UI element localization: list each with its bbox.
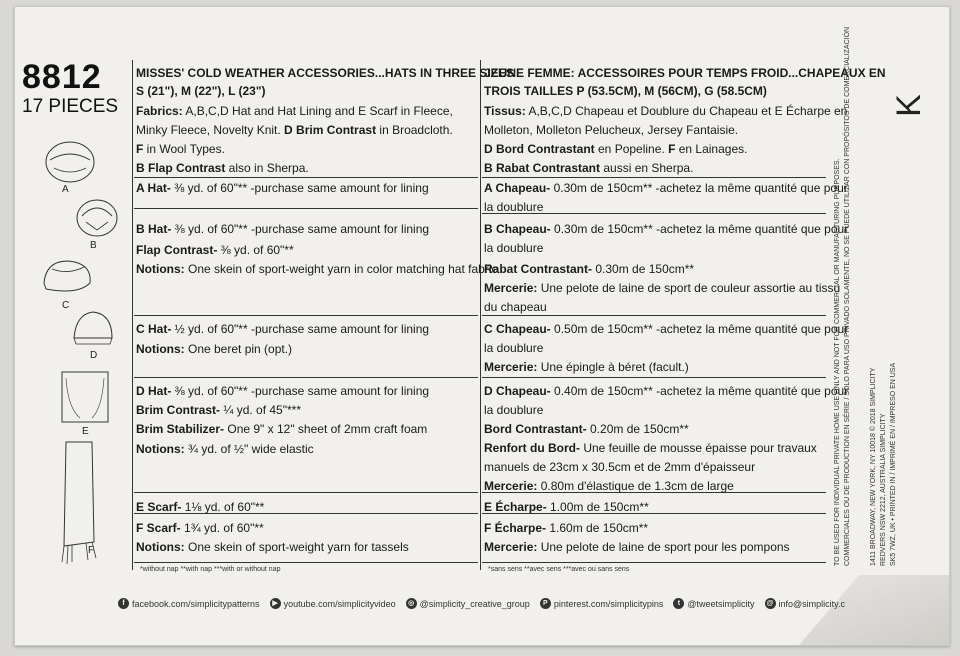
f-notions-label: Notions: [136, 540, 185, 554]
d-chapeau-line [484, 382, 848, 401]
b-hat-text: ⅜ yd. of 60"** -purchase same amount for lining [171, 222, 430, 236]
pieces-count: 17 PIECES [22, 96, 119, 117]
c-chapeau-label: C Chapeau- [484, 322, 551, 336]
f-scarf-text: 1¾ yd. of 60"** [180, 521, 264, 535]
d-hat-text: ⅜ yd. of 60"** -purchase same amount for lining [171, 384, 430, 398]
d-notions-label: Notions: [136, 442, 185, 456]
b-hat-line [136, 220, 429, 239]
rabat-label: B Rabat Contrastant [484, 161, 601, 175]
b-chapeau-line-2: la doublure [484, 241, 544, 255]
d-chapeau-label: D Chapeau- [484, 384, 551, 398]
flap-contrast-yardage-text: ⅜ yd. of 60"** [217, 243, 294, 257]
f-scarf-label: F Scarf- [136, 521, 181, 535]
social-links-bar [118, 598, 845, 609]
rule-fr-7 [482, 562, 826, 563]
social-pinterest[interactable] [540, 598, 664, 609]
view-label-d: D [90, 350, 98, 361]
c-chapeau-line-2: la doublure [484, 341, 544, 355]
fr-f-text: en Lainages. [675, 142, 748, 156]
f-notions-text: One skein of sport-weight yarn for tassels [184, 540, 409, 554]
brim-stabilizer-line [136, 420, 427, 439]
e-scarf-text: 1⅛ yd. of 60"** [181, 500, 265, 514]
f-notions-line [136, 538, 409, 557]
fabrics-label: Fabrics: [136, 104, 183, 118]
bord-contrastant-label: Bord Contrastant- [484, 422, 587, 436]
rule-en-4 [134, 377, 478, 378]
rule-fr-4 [482, 377, 826, 378]
pattern-number: 8812 [22, 58, 102, 96]
flap-contrast-label: B Flap Contrast [136, 161, 226, 175]
a-hat-label: A Hat- [136, 181, 171, 195]
rule-en-7 [134, 562, 478, 563]
c-chapeau-line [484, 320, 848, 339]
social-email-text: info@simplicity.c [778, 598, 845, 609]
c-chapeau-text: 0.50m de 150cm** -achetez la même quantité que pour [550, 322, 849, 336]
view-c-hat-drawing [38, 255, 96, 301]
c-mercerie-label: Mercerie: [484, 360, 538, 374]
tissus-label: Tissus: [484, 104, 526, 118]
english-footnote: *without nap **with nap ***with or without nap [140, 566, 281, 573]
b-mercerie-label: Mercerie: [484, 281, 538, 295]
french-title-2: TROIS TAILLES P (53.5CM), M (56CM), G (58.5CM) [484, 84, 767, 98]
renfort-line [484, 439, 817, 458]
d-mercerie-line [484, 477, 734, 496]
a-chapeau-label: A Chapeau- [484, 181, 551, 195]
size-code-k: K [889, 94, 928, 117]
a-hat-line [136, 179, 429, 198]
address-line-1: 1411 BROADWAY, NEW YORK, NY 10018 © 2018 SIMPLICITY [870, 367, 877, 566]
rabat-text: aussi en Sherpa. [600, 161, 694, 175]
f-mercerie-line [484, 538, 790, 557]
fabrics-line-1 [136, 102, 453, 121]
fr-f-label: F [664, 142, 676, 156]
bord-contrastant-text: 0.20m de 150cm** [586, 422, 689, 436]
d-notions-line [136, 440, 314, 459]
view-e-scarf-drawing [58, 368, 114, 426]
bord-line [484, 140, 747, 159]
f-echarpe-text: 1.60m de 150cm** [546, 521, 649, 535]
rabat-line [484, 159, 693, 178]
e-echarpe-text: 1.00m de 150cm** [546, 500, 649, 514]
f-echarpe-label: F Écharpe- [484, 521, 547, 535]
e-echarpe-line [484, 498, 649, 517]
b-hat-label: B Hat- [136, 222, 172, 236]
fabrics-line-3 [136, 140, 225, 159]
c-mercerie-text: Une épingle à béret (facult.) [537, 360, 689, 374]
address-line-3: SK5 7WZ, UK • PRINTED IN / IMPRIMÉ EN / IMPRESO EN USA [890, 362, 897, 566]
f-label: F [136, 142, 144, 156]
facebook-icon: f [118, 598, 129, 609]
flap-contrast-yardage-line [136, 241, 294, 260]
social-pinterest-text: pinterest.com/simplicitypins [553, 598, 664, 609]
fabrics-text: A,B,C,D Hat and Hat Lining and E Scarf in Fleece, [182, 104, 453, 118]
view-label-c: C [62, 300, 70, 311]
social-youtube-text: youtube.com/simplicityvideo [283, 598, 396, 609]
brim-contrast-yardage-text: ¼ yd. of 45"*** [220, 403, 301, 417]
rabat-contrastant-text: 0.30m de 150cm** [592, 262, 695, 276]
legal-text-2: COMMERCIALES OU DE PRODUCTION EN SÉRIE / SÓLO PARA USO PRIVADO SOLAMENTE, NO SE PUEDE UTILIZAR CON PROPÓSITOS DE COMERCIALIZACIÓN [844, 26, 851, 566]
column-divider-middle [480, 60, 481, 570]
a-hat-text: ⅜ yd. of 60"** -purchase same amount for lining [170, 181, 429, 195]
view-label-b: B [90, 240, 97, 251]
renfort-line-2: manuels de 23cm x 30.5cm et de 2mm d'épaisseur [484, 460, 756, 474]
english-title: MISSES' COLD WEATHER ACCESSORIES...HATS IN THREE SIZES [136, 66, 514, 80]
f-echarpe-line [484, 519, 648, 538]
fabrics-text-2: Minky Fleece, Novelty Knit. [136, 123, 281, 137]
rule-en-2 [134, 208, 478, 209]
brim-contrast-text: in Broadcloth. [376, 123, 453, 137]
fabrics-line-2 [136, 121, 453, 140]
torn-corner [799, 575, 949, 645]
d-mercerie-label: Mercerie: [484, 479, 538, 493]
flap-contrast-line [136, 159, 309, 178]
tissus-line-2: Molleton, Molleton Pelucheux, Jersey Fantaisie. [484, 123, 739, 137]
b-mercerie-line [484, 279, 840, 298]
b-chapeau-label: B Chapeau- [484, 222, 551, 236]
address-line-2: REDVERS NSW 2212, AUSTRALIA SIMPLICITY [880, 413, 887, 566]
brim-contrast-yardage-label: Brim Contrast- [136, 403, 221, 417]
english-sizes: S (21"), M (22"), L (23") [136, 84, 266, 98]
view-b-hat-drawing [72, 196, 122, 242]
social-instagram[interactable] [406, 598, 530, 609]
e-echarpe-label: E Écharpe- [484, 500, 547, 514]
c-hat-line [136, 320, 429, 339]
rule-en-3 [134, 315, 478, 316]
b-chapeau-text: 0.30m de 150cm** -achetez la même quantité que pour [550, 222, 849, 236]
d-notions-text: ¾ yd. of ½" wide elastic [184, 442, 314, 456]
tissus-text: A,B,C,D Chapeau et Doublure du Chapeau et E Écharpe en [525, 104, 848, 118]
e-scarf-label: E Scarf- [136, 500, 182, 514]
flap-contrast-yardage-label: Flap Contrast- [136, 243, 218, 257]
rabat-contrastant-line [484, 260, 694, 279]
social-facebook-text: facebook.com/simplicitypatterns [132, 598, 260, 609]
c-notions-text: One beret pin (opt.) [184, 342, 293, 356]
tissus-line-1 [484, 102, 847, 121]
f-mercerie-label: Mercerie: [484, 540, 538, 554]
rule-en-5 [134, 492, 478, 493]
a-chapeau-line [484, 179, 848, 198]
social-twitter[interactable] [673, 598, 754, 609]
renfort-text: Une feuille de mousse épaisse pour travaux [579, 441, 817, 455]
c-hat-label: C Hat- [136, 322, 172, 336]
c-notions-line [136, 340, 292, 359]
bord-text: en Popeline. [594, 142, 665, 156]
d-chapeau-text: 0.40m de 150cm** -achetez la même quantité que pour [550, 384, 849, 398]
brim-stabilizer-text: One 9" x 12" sheet of 2mm craft foam [224, 422, 428, 436]
rabat-contrastant-label: Rabat Contrastant- [484, 262, 593, 276]
brim-contrast-yardage-line [136, 401, 301, 420]
view-label-a: A [62, 184, 69, 195]
social-youtube[interactable] [270, 598, 396, 609]
view-a-hat-drawing [40, 138, 100, 186]
social-instagram-text: @simplicity_creative_group [419, 598, 530, 609]
youtube-icon: ▶ [270, 598, 281, 609]
a-chapeau-line-2: la doublure [484, 200, 544, 214]
c-notions-label: Notions: [136, 342, 185, 356]
b-chapeau-line [484, 220, 848, 239]
instagram-icon: ◎ [406, 598, 417, 609]
view-d-hat-drawing [70, 308, 116, 354]
view-label-f: F [88, 545, 95, 556]
d-chapeau-line-2: la doublure [484, 403, 544, 417]
flap-contrast-text: also in Sherpa. [225, 161, 309, 175]
b-notions-text: One skein of sport-weight yarn in color matching hat fabric [184, 262, 498, 276]
c-mercerie-line [484, 358, 689, 377]
brim-stabilizer-label: Brim Stabilizer- [136, 422, 225, 436]
brim-contrast-label: D Brim Contrast [280, 123, 377, 137]
f-text: in Wool Types. [143, 142, 225, 156]
b-notions-line [136, 260, 497, 279]
e-scarf-line [136, 498, 264, 517]
view-label-e: E [82, 426, 89, 437]
b-mercerie-text: Une pelote de laine de sport de couleur assortie au tissu [537, 281, 841, 295]
b-notions-label: Notions: [136, 262, 185, 276]
french-title: JEUNE FEMME: ACCESSOIRES POUR TEMPS FROID...CHAPEAUX EN [484, 66, 886, 80]
column-divider-left [132, 60, 133, 570]
social-facebook[interactable] [118, 598, 260, 609]
french-footnote: *sans sens **avec sens ***avec ou sans sens [488, 566, 630, 573]
f-mercerie-text: Une pelote de laine de sport pour les pompons [537, 540, 790, 554]
c-hat-text: ½ yd. of 60"** -purchase same amount for lining [171, 322, 430, 336]
social-twitter-text: @tweetsimplicity [687, 598, 755, 609]
a-chapeau-text: 0.30m de 150cm** -achetez la même quantité que pour [550, 181, 848, 195]
bord-contrastant-line [484, 420, 689, 439]
d-mercerie-text: 0.80m d'élastique de 1.3cm de large [537, 479, 734, 493]
legal-text-1: TO BE USED FOR INDIVIDUAL PRIVATE HOME USE ONLY AND NOT FOR COMMERCIAL OR MANUFACTURING PURPOSES. [834, 158, 841, 566]
view-f-scarf-drawing [56, 438, 102, 568]
email-icon: @ [765, 598, 776, 609]
f-scarf-line [136, 519, 264, 538]
pinterest-icon: P [540, 598, 551, 609]
twitter-icon: t [673, 598, 684, 609]
b-mercerie-line-2: du chapeau [484, 300, 547, 314]
bord-label: D Bord Contrastant [484, 142, 595, 156]
d-hat-line [136, 382, 429, 401]
d-hat-label: D Hat- [136, 384, 172, 398]
social-email[interactable] [765, 598, 845, 609]
renfort-label: Renfort du Bord- [484, 441, 580, 455]
